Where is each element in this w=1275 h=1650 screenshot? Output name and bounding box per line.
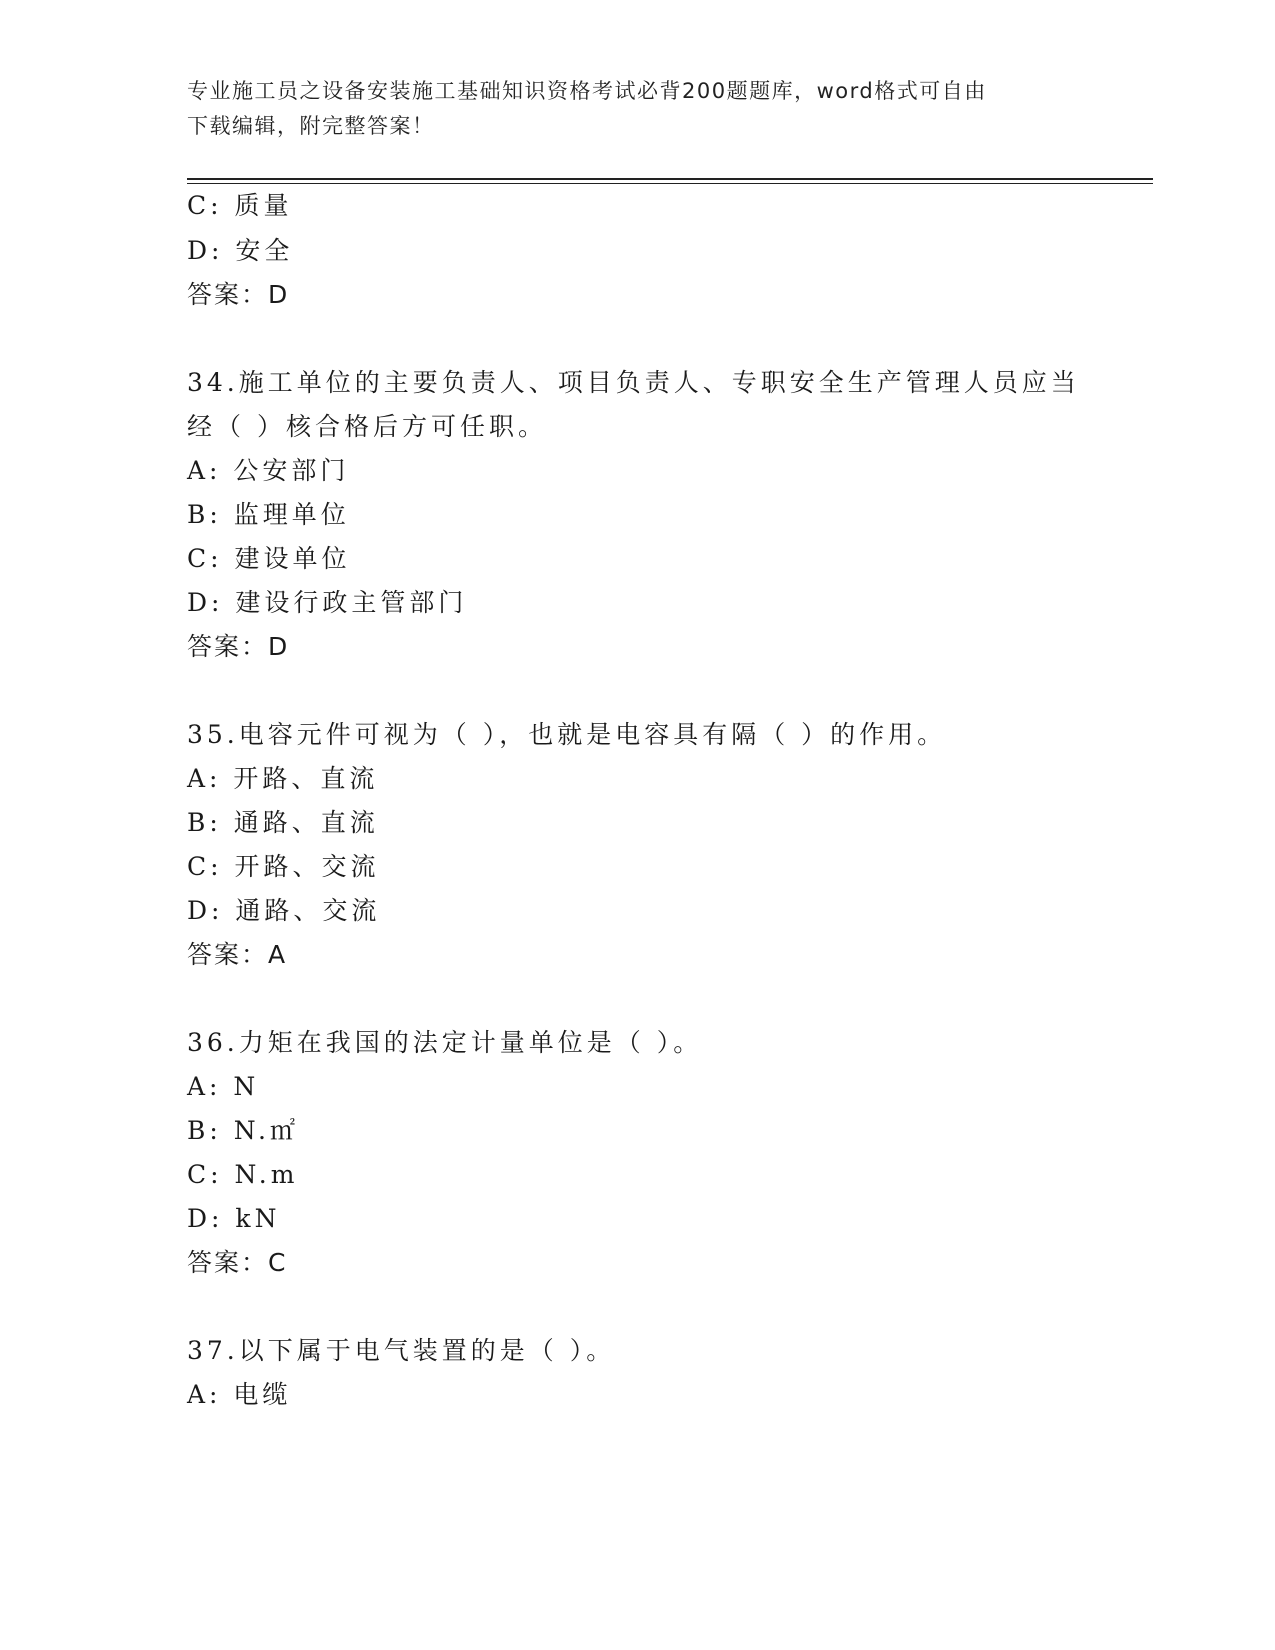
q36-answer: 答案：C bbox=[187, 1248, 288, 1277]
q36-option-a: A: N bbox=[187, 1072, 260, 1101]
q34-option-b: B: 监理单位 bbox=[187, 500, 350, 529]
q34-stem-line1: 34.施工单位的主要负责人、项目负责人、专职安全生产管理人员应当 bbox=[187, 368, 1080, 397]
q36-option-b: B: N.㎡ bbox=[187, 1116, 299, 1145]
q35-answer: 答案：A bbox=[187, 940, 288, 969]
document-header bbox=[187, 74, 1067, 144]
q36-option-d: D: kN bbox=[187, 1204, 281, 1233]
q34-answer: 答案：D bbox=[187, 632, 290, 661]
q35-option-b: B: 通路、直流 bbox=[187, 808, 379, 837]
q37-stem: 37.以下属于电气装置的是（ ）。 bbox=[187, 1336, 616, 1365]
q35-stem: 35.电容元件可视为（ ），也就是电容具有隔（ ）的作用。 bbox=[187, 720, 947, 749]
header-title-line1: 专业施工员之设备安装施工基础知识资格考试必背200题题库，word格式可自由 bbox=[187, 79, 987, 103]
q33-option-d: D: 安全 bbox=[187, 236, 294, 265]
header-divider-thin bbox=[187, 183, 1153, 184]
q35-option-c: C: 开路、交流 bbox=[187, 852, 380, 881]
q37-option-a: A: 电缆 bbox=[187, 1380, 292, 1409]
header-title-line2: 下载编辑，附完整答案！ bbox=[187, 114, 435, 138]
q35-option-a: A: 开路、直流 bbox=[187, 764, 379, 793]
q34-option-c: C: 建设单位 bbox=[187, 544, 351, 573]
q34-option-d: D: 建设行政主管部门 bbox=[187, 588, 468, 617]
q34-stem-line2: 经（ ）核合格后方可任职。 bbox=[187, 412, 547, 441]
q36-stem: 36.力矩在我国的法定计量单位是（ ）。 bbox=[187, 1028, 703, 1057]
q33-option-c: C: 质量 bbox=[187, 191, 293, 220]
q34-option-a: A: 公安部门 bbox=[187, 456, 350, 485]
header-divider-thick bbox=[187, 178, 1153, 180]
q35-option-d: D: 通路、交流 bbox=[187, 896, 381, 925]
q36-option-c: C: N.m bbox=[187, 1160, 299, 1189]
q33-answer: 答案：D bbox=[187, 280, 290, 309]
